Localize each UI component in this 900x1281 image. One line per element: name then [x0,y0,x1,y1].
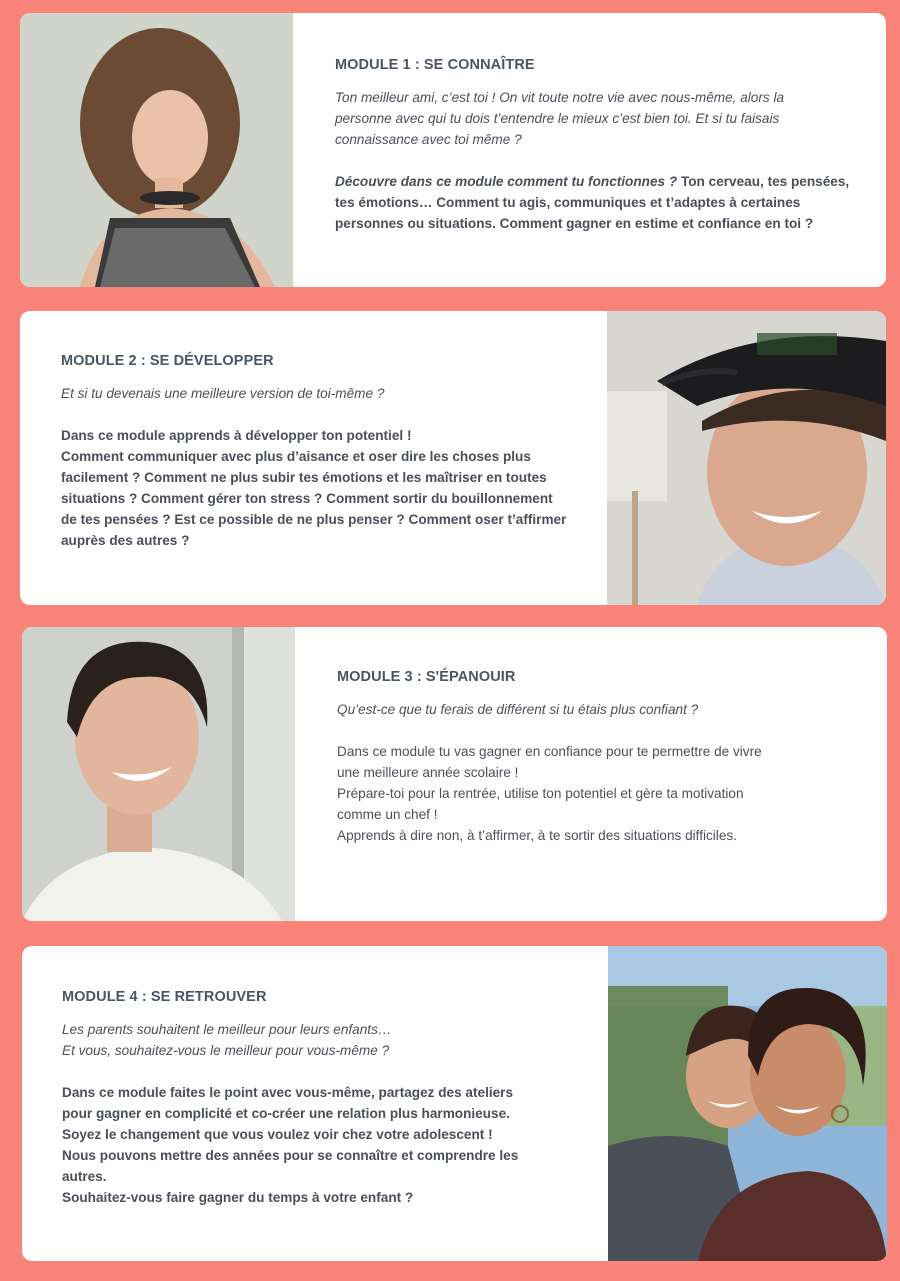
module-4-body-line: autres. [62,1169,107,1184]
portrait-girl-curly-hair-icon [20,13,293,287]
module-1-body [335,171,886,234]
module-4-intro-line: Les parents souhaitent le meilleur pour leurs enfants… [62,1022,392,1037]
portrait-young-man-icon [22,627,295,921]
module-1-body-line: personnes ou situations. Comment gagner en estime et confiance en toi ? [335,216,814,231]
module-4-body [62,1082,608,1208]
portrait-boy-cap-icon [607,311,886,605]
module-1-intro-line: Ton meilleur ami, c’est toi ! On vit toute notre vie avec nous-même, alors la [335,90,785,105]
module-2-photo [607,311,886,605]
module-3-body-line: une meilleure année scolaire ! [337,765,519,780]
module-4-title: MODULE 4 : SE RETROUVER [62,989,267,1005]
module-1-text [293,13,886,287]
module-2-body-line: Comment communiquer avec plus d’aisance et oser dire les choses plus [61,449,531,464]
module-1-title: MODULE 1 : SE CONNAÎTRE [335,57,535,73]
module-3-body-line: comme un chef ! [337,807,438,822]
module-1-photo [20,13,293,287]
module-2-text [20,311,607,605]
module-3-photo [22,627,295,921]
module-1-body-line: Ton cerveau, tes pensées, [680,174,850,189]
module-3-text [295,627,887,921]
module-card-1 [20,13,886,287]
module-4-body-line: Souhaitez-vous faire gagner du temps à votre enfant ? [62,1190,414,1205]
module-1-intro [335,87,886,150]
module-2-body-line: auprès des autres ? [61,533,190,548]
module-4-intro [62,1019,608,1061]
module-1-body-italic: Découvre dans ce module comment tu fonctionnes ? [335,174,681,189]
module-card-4 [22,946,887,1261]
module-2-body-line: facilement ? Comment ne plus subir tes émotions et les maîtriser en toutes [61,470,547,485]
module-card-2 [20,311,886,605]
module-3-body-line: Dans ce module tu vas gagner en confiance pour te permettre de vivre [337,744,762,759]
module-1-body-line: tes émotions… Comment tu agis, communiques et t’adaptes à certaines [335,195,801,210]
module-4-intro-line: Et vous, souhaitez-vous le meilleur pour vous-même ? [62,1043,390,1058]
module-3-intro [337,699,887,720]
module-2-intro-line: Et si tu devenais une meilleure version de toi-même ? [61,386,385,401]
module-3-intro-line: Qu’est-ce que tu ferais de différent si tu étais plus confiant ? [337,702,699,717]
module-2-body [61,425,607,551]
module-3-body-line: Prépare-toi pour la rentrée, utilise ton potentiel et gère ta motivation [337,786,744,801]
module-3-body-line: Apprends à dire non, à t’affirmer, à te sortir des situations difficiles. [337,828,737,843]
module-2-title: MODULE 2 : SE DÉVELOPPER [61,353,274,369]
module-1-intro-line: connaissance avec toi même ? [335,132,522,147]
module-1-intro-line: personne avec qui tu dois t’entendre le mieux c’est bien toi. Et si tu faisais [335,111,780,126]
module-card-3 [22,627,887,921]
module-2-body-line: de tes pensées ? Est ce possible de ne plus penser ? Comment oser t’affirmer [61,512,567,527]
module-4-body-line: Dans ce module faites le point avec vous-même, partagez des ateliers [62,1085,514,1100]
module-4-photo [608,946,887,1261]
module-3-body [337,741,887,846]
module-2-body-line: situations ? Comment gérer ton stress ? Comment sortir du bouillonnement [61,491,553,506]
module-4-body-line: Nous pouvons mettre des années pour se connaître et comprendre les [62,1148,519,1163]
module-2-intro [61,383,607,404]
portrait-mother-and-son-icon [608,946,887,1261]
module-3-title: MODULE 3 : S'ÉPANOUIR [337,669,516,685]
module-4-body-line: pour gagner en complicité et co-créer une relation plus harmonieuse. [62,1106,510,1121]
module-4-body-line: Soyez le changement que vous voulez voir chez votre adolescent ! [62,1127,493,1142]
module-4-text [22,946,608,1261]
module-2-body-line: Dans ce module apprends à développer ton potentiel ! [61,428,412,443]
